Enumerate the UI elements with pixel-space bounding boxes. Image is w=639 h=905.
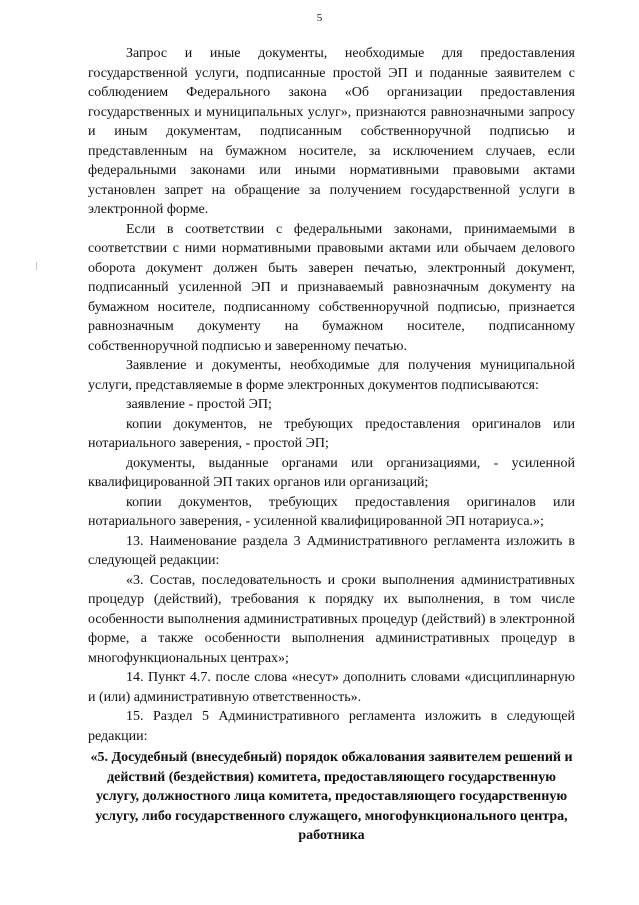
margin-mark <box>36 262 37 270</box>
paragraph-application-signature: заявление - простой ЭП; <box>126 397 272 412</box>
paragraph-copies-simple: копии документов, не требующих предоставления оригиналов или нотариального заверения, - простой ЭП; <box>88 416 575 451</box>
paragraph-item-14: 14. Пункт 4.7. после слова «несут» дополнить словами «дисциплинарную и (или) административную ответственность». <box>88 670 575 705</box>
paragraph-item-15: 15. Раздел 5 Административного регламента изложить в следующей редакции: <box>88 709 575 744</box>
paragraph-copies-notary: копии документов, требующих предоставления оригиналов или нотариального заверения, - усиленной квалифицированной ЭП нотариуса.»; <box>88 494 575 529</box>
section-5-heading: «5. Досудебный (внесудебный) порядок обжалования заявителем решений и действий (бездействия) комитета, предоставляющего государственную услугу, должностного лица комитета, предоставляющего государственную услугу, либо государственного служащего, многофункционального центра, работника <box>90 750 573 843</box>
paragraph-seal-requirement: Если в соответствии с федеральными законами, принимаемыми в соответствии с ними нормативными правовыми актами или обычаем делового оборота документ должен быть заверен печатью, электронный документ, подписанный усиленной ЭП и признаваемый равнозначным документу на бумажном носителе, подписанному собственноручной подписью, признается равнозначным документу на бумажном носителе, подписанному собственноручной подписью и заверенному печатью. <box>88 221 575 354</box>
paragraph-section-3-title: «3. Состав, последовательность и сроки выполнения административных процедур (действий), требования к порядку их выполнения, в том числе особенности выполнения административных процедур (действий) в электронной форме, а также особенности выполнения административных процедур в многофункциональных центрах»; <box>88 572 575 666</box>
document-body <box>88 44 575 846</box>
page-number: 5 <box>316 12 323 24</box>
paragraph-electronic-requests: Запрос и иные документы, необходимые для предоставления государственной услуги, подписанные простой ЭП и поданные заявителем с соблюдением Федерального закона «Об организации предоставления государственных и муниципальных услуг», признаются равнозначными запросу и иным документам, подписанным собственноручной подписью и представленным на бумажном носителе, за исключением случаев, если федеральными законами или иными нормативными правовыми актами установлен запрет на обращение за получением государственной услуги в электронной форме. <box>88 46 575 217</box>
paragraph-signing-intro: Заявление и документы, необходимые для получения муниципальной услуги, представляемые в форме электронных документов подписываются: <box>88 358 575 393</box>
paragraph-issued-documents: документы, выданные органами или организациями, - усиленной квалифицированной ЭП таких органов или организаций; <box>88 455 575 490</box>
paragraph-item-13: 13. Наименование раздела 3 Административного регламента изложить в следующей редакции: <box>88 533 575 568</box>
